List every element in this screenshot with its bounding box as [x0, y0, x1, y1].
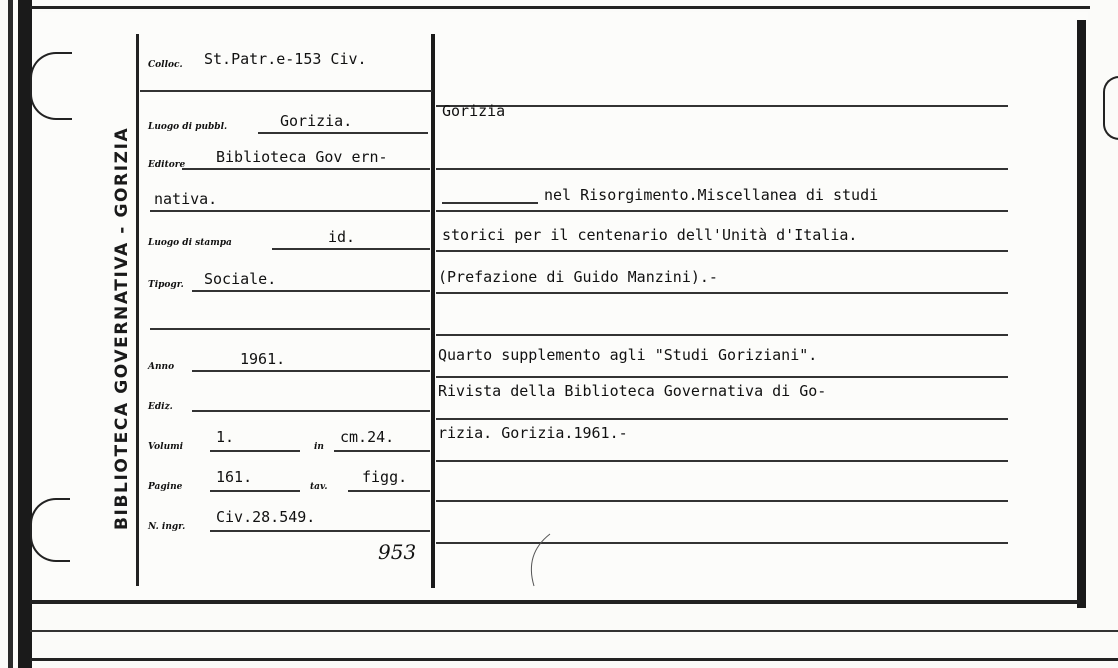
punch-hole-bottom: [30, 498, 70, 562]
rule: [258, 132, 428, 134]
rule: [436, 210, 1008, 212]
catalog-card: [28, 12, 1088, 606]
pagine-value: 161.: [216, 468, 253, 486]
n-ingr-label: N. ingr.: [148, 522, 186, 532]
collocazione-value: St.Patr.e-153 Civ.: [204, 50, 367, 68]
tipografia-label: Tipogr.: [148, 280, 184, 290]
rule: [192, 290, 430, 292]
rule: [140, 90, 432, 92]
punch-hole-right: [1103, 76, 1118, 140]
punch-hole-top: [30, 52, 72, 120]
collocazione-label: Colloc.: [148, 60, 183, 70]
description-line: rizia. Gorizia.1961.-: [438, 424, 628, 442]
description-line: storici per il centenario dell'Unità d'Italia.: [442, 226, 858, 244]
card-right-edge: [1077, 20, 1086, 608]
card-bottom-edge: [30, 600, 1080, 604]
pagine-label: Pagine: [148, 482, 183, 492]
luogo-stampa-label: Luogo di stampa: [148, 238, 232, 248]
rule: [210, 490, 300, 492]
pencil-mark: [520, 530, 560, 590]
rule: [436, 292, 1008, 294]
rule: [192, 370, 430, 372]
left-margin-rule: [136, 34, 139, 586]
title-blank-rule: [442, 202, 538, 204]
rule: [436, 250, 1008, 252]
handwritten-number: 953: [378, 540, 417, 564]
rule: [334, 450, 430, 452]
rule: [436, 418, 1008, 420]
rule: [192, 410, 430, 412]
library-side-label: BIBLIOTECA GOVERNATIVA - GORIZIA: [112, 126, 132, 530]
illustrazioni-value: figg.: [362, 468, 408, 486]
editore-value-1: Biblioteca Gov ern-: [216, 148, 388, 166]
rule: [348, 490, 430, 492]
rule: [210, 450, 300, 452]
rule: [182, 168, 430, 170]
rule: [150, 210, 430, 212]
rule: [436, 500, 1008, 502]
description-line: Gorizia: [442, 102, 506, 120]
center-rule: [431, 34, 435, 588]
editore-value-2: nativa.: [154, 190, 218, 208]
in-label: in: [314, 442, 324, 452]
tipografia-value: Sociale.: [204, 270, 277, 288]
anno-value: 1961.: [240, 350, 286, 368]
rule: [150, 328, 430, 330]
volumi-label: Volumi: [148, 442, 184, 452]
anno-label: Anno: [148, 362, 175, 372]
description-line: Quarto supplemento agli "Studi Goriziani".: [438, 346, 818, 364]
formato-value: cm.24.: [340, 428, 395, 446]
rule: [210, 530, 430, 532]
rule: [436, 105, 1008, 107]
tavole-label: tav.: [310, 482, 328, 492]
volumi-value: 1.: [216, 428, 235, 446]
n-ingr-value: Civ.28.549.: [216, 508, 316, 526]
rule: [436, 460, 1008, 462]
card-top-edge: [30, 6, 1090, 9]
rule: [272, 248, 430, 250]
rule: [436, 334, 1008, 336]
scan-line-bottom: [30, 658, 1118, 661]
edizione-label: Ediz.: [148, 402, 173, 412]
luogo-pubbl-value: Gorizia.: [280, 112, 353, 130]
description-line: Rivista della Biblioteca Governativa di Go-: [438, 382, 827, 400]
rule: [436, 376, 1008, 378]
luogo-pubbl-label: Luogo di pubbl.: [148, 122, 228, 132]
luogo-stampa-value: id.: [328, 228, 356, 246]
editore-label: Editore: [148, 160, 186, 170]
scan-line: [30, 630, 1118, 632]
description-line: (Prefazione di Guido Manzini).-: [438, 268, 718, 286]
description-line: nel Risorgimento.Miscellanea di studi: [544, 186, 879, 204]
scan-edge-left-outer: [8, 0, 13, 668]
rule: [436, 168, 1008, 170]
